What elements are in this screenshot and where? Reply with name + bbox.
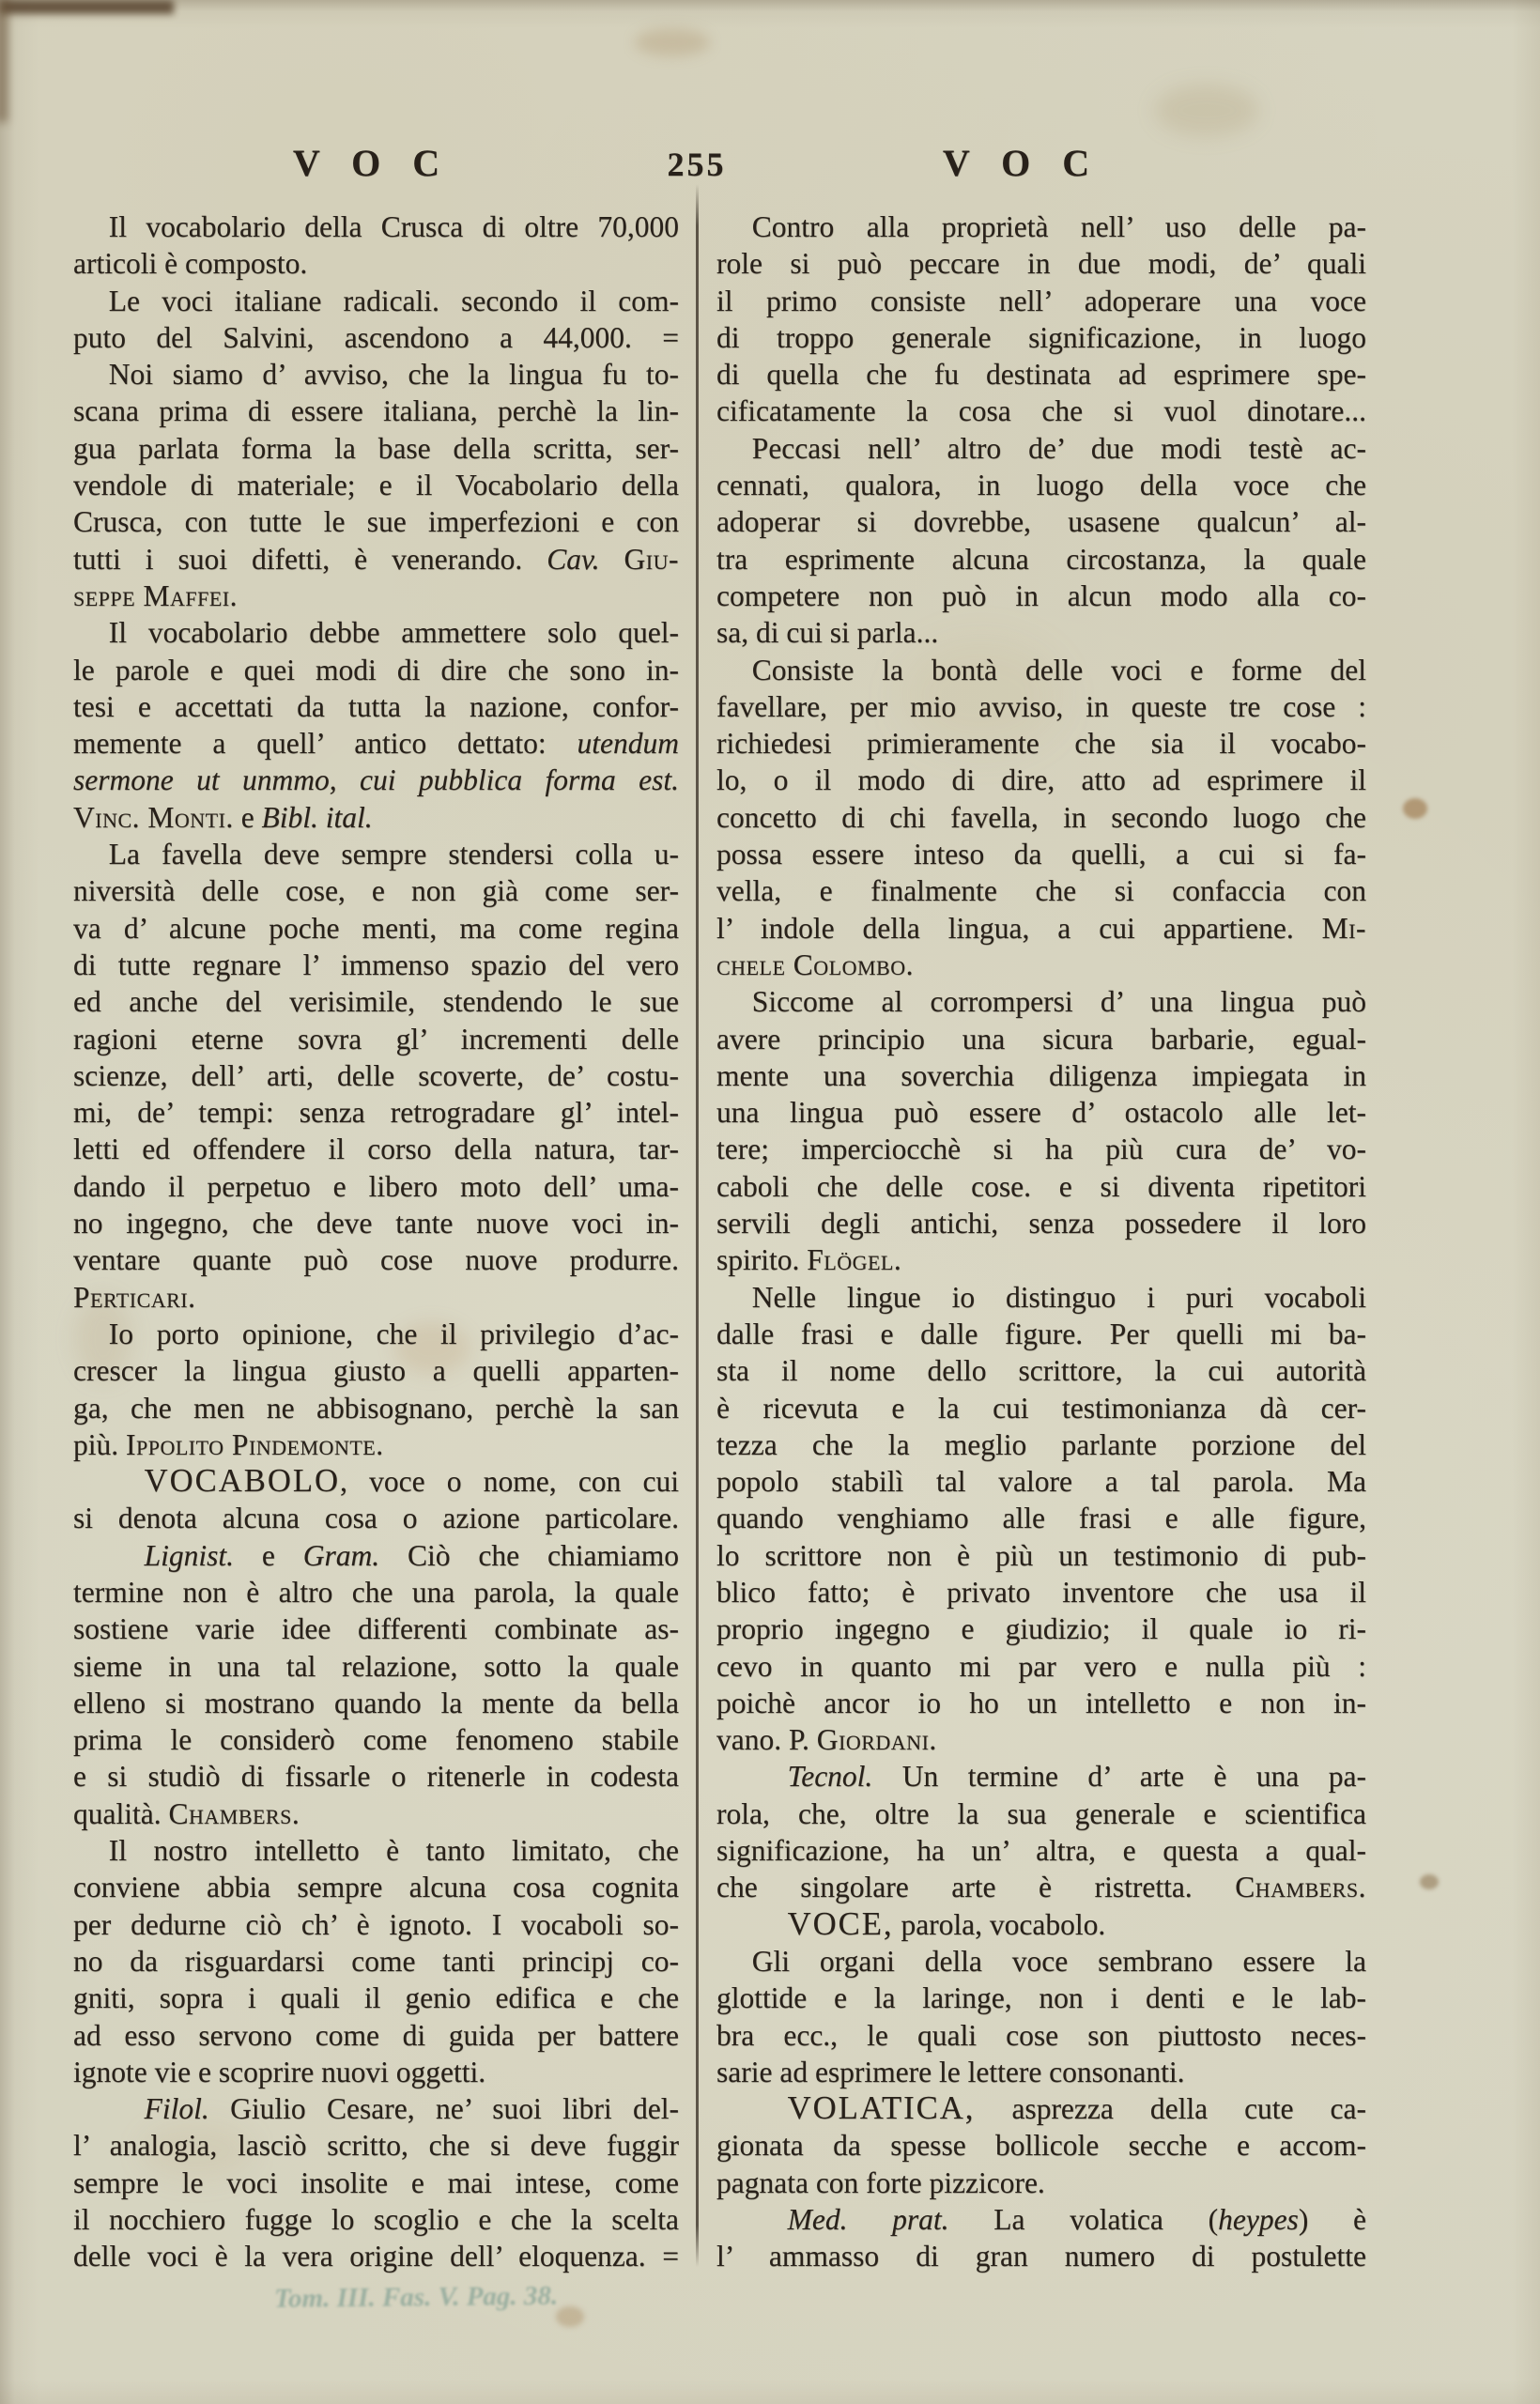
text-line: delle voci è la vera origine dell’ eloquenza. =	[73, 2240, 679, 2273]
text-line: articoli è composto.	[73, 247, 308, 281]
text-line: prima le considerò come fenomeno stabile	[73, 1723, 679, 1757]
text-line: sieme in una tal relazione, sotto la quale	[73, 1649, 679, 1683]
entry-word: VOLATICA,	[787, 2090, 976, 2127]
text-line: lo scrittore non è più un testimonio di pub-	[716, 1538, 1366, 1572]
right-text-column	[716, 208, 1366, 2275]
text-line: Crusca, con tutte le sue imperfezioni e con	[73, 505, 679, 539]
text-line: Nelle lingue io distinguo i puri vocaboli	[751, 1280, 1366, 1314]
text-line: richiedesi primieramente che sia il vocabo-	[716, 727, 1366, 761]
text-line: tra esprimente alcuna circostanza, la quale	[716, 542, 1366, 576]
text-line: possa essere inteso da quelli, a cui si fa-	[716, 838, 1366, 871]
text-line: cificatamente la cosa che si vuol dinotare...	[716, 394, 1366, 428]
text-line: crescer la lingua giusto a quelli apparten-	[73, 1354, 679, 1388]
text-line: Il vocabolario debbe ammettere solo quel-	[108, 616, 679, 650]
text-line: si denota alcuna cosa o azione particolare.	[73, 1502, 679, 1535]
text-line: puto del Salvini, ascendono a 44,000. =	[73, 320, 679, 354]
text-line: sempre le voci insolite e mai intese, come	[73, 2165, 679, 2199]
text-line: Io porto opinione, che il privilegio d’ac-	[108, 1317, 679, 1350]
text-line: gionata da spesse bollicole secche e accom-	[716, 2129, 1366, 2163]
small-caps-name: Chambers.	[168, 1796, 300, 1830]
text-line: ga, che men ne abbisognano, perchè la san	[73, 1391, 679, 1425]
text-line: Vinc. Monti. e Bibl. ital.	[73, 800, 373, 834]
italic-text: sermone ut unmmo, cui pubblica forma est.	[73, 763, 679, 797]
text-line: proprio ingegno e giudizio; il quale io ri-	[716, 1612, 1366, 1646]
text-line	[73, 1279, 679, 1316]
paper-stain	[1420, 1874, 1439, 1889]
text-line: blico fatto; è privato inventore che usa il	[716, 1575, 1366, 1609]
text-line: concetto di chi favella, in secondo luogo che	[716, 800, 1366, 834]
text-line: Med. prat. La volatica (heypes) è	[787, 2203, 1366, 2237]
small-caps-name: Ippolito Pindemonte.	[126, 1427, 384, 1461]
text-line: Tecnol. Un termine d’ arte è una pa-	[787, 1760, 1366, 1794]
text-line: spirito. Flögel.	[716, 1243, 902, 1277]
text-line: servili degli antichi, senza possedere il loro	[716, 1207, 1366, 1241]
text-line: sarie ad esprimere le lettere consonanti.	[716, 2055, 1185, 2088]
text-line: cennati, qualora, in luogo della voce che	[716, 469, 1366, 502]
text-line: gua parlata forma la base della scritta, ser-	[73, 431, 679, 465]
text-line: memente a quell’ antico dettato: utendum	[73, 727, 679, 761]
text-line: elleno si mostrano quando la mente da bella	[73, 1686, 679, 1719]
text-line: competere non può in alcun modo alla co-	[716, 578, 1366, 612]
italic-text: Gram.	[302, 1538, 380, 1572]
text-line: tezza che la meglio parlante porzione del	[716, 1427, 1366, 1461]
text-line: scienze, dell’ arti, delle scoverte, de’ costu-	[73, 1058, 679, 1092]
small-caps-name: chele Colombo.	[716, 948, 914, 981]
entry-word: VOCE,	[787, 1905, 894, 1942]
text-line: sa, di cui si parla...	[716, 616, 939, 650]
small-caps-name: Mi-	[1321, 911, 1366, 945]
text-line: niversità delle cose, e non già come ser-	[73, 874, 679, 908]
text-line: Il vocabolario della Crusca di oltre 70,000	[108, 210, 679, 243]
page-edge-shadow	[0, 0, 8, 122]
text-line: pagnata con forte pizzicore.	[716, 2165, 1045, 2199]
text-line: sostiene varie idee differenti combinate as-	[73, 1612, 679, 1646]
text-line: bra ecc., le quali cose son piuttosto neces-	[716, 2018, 1366, 2052]
entry-word: VOCABOLO	[144, 1463, 341, 1500]
text-line: VOLATICA, asprezza della cute ca-	[787, 2090, 1366, 2127]
left-text-column	[73, 208, 679, 2275]
text-line: adoperar si dovrebbe, usasene qualcun’ al-	[716, 505, 1366, 539]
text-line: di troppo generale significazione, in luogo	[716, 320, 1366, 354]
text-line	[73, 578, 679, 614]
text-line: di quella che fu destinata ad esprimere spe-	[716, 358, 1366, 392]
text-line: Siccome al corrompersi d’ una lingua può	[751, 985, 1366, 1019]
text-line: tesi e accettati da tutta la nazione, confor-	[73, 689, 679, 723]
text-line: poichè ancor io ho un intelletto e non in-	[716, 1686, 1366, 1719]
text-line: una lingua può essere d’ ostacolo alle let-	[716, 1096, 1366, 1130]
text-line: vella, e finalmente che si confaccia con	[716, 874, 1366, 908]
text-line: no ingegno, che deve tante nuove voci in-	[73, 1207, 679, 1241]
text-line: avere principio una sicura barbarie, egual-	[716, 1022, 1366, 1056]
small-caps-name: Giu-	[624, 542, 679, 576]
running-head-left: V O C	[292, 142, 452, 184]
column-divider-rule	[696, 184, 699, 2267]
text-line: cevo in quanto mi par vero e nulla più :	[716, 1649, 1366, 1683]
text-line: va d’ alcune poche menti, ma come regina	[73, 911, 679, 945]
running-head-right: V O C	[942, 142, 1101, 184]
text-line: Peccasi nell’ altro de’ due modi testè ac-	[751, 431, 1366, 465]
italic-text: heypes	[1218, 2203, 1299, 2237]
text-line: gniti, sopra i quali il genio edifica e che	[73, 1981, 679, 2015]
italic-text: Cav.	[547, 542, 600, 576]
text-line: role si può peccare in due modi, de’ quali	[716, 247, 1366, 281]
text-line: no da risguardarsi come tanti principj co-	[73, 1944, 679, 1978]
small-caps-name: seppe Maffei.	[73, 578, 238, 612]
italic-text: Bibl. ital.	[261, 800, 373, 834]
text-line: La favella deve sempre stendersi colla u-	[108, 838, 679, 871]
text-line	[716, 947, 1366, 983]
text-line: tere; imperciocchè si ha più cura de’ vo-	[716, 1133, 1366, 1166]
text-line: Lignist. e Gram. Ciò che chiamiamo	[144, 1538, 679, 1572]
text-line: sta il nome dello scrittore, la cui autorità	[716, 1354, 1366, 1388]
text-line: ad esso servono come di guida per battere	[73, 2018, 679, 2052]
text-line: mi, de’ tempi: senza retrogradare gl’ intel-	[73, 1096, 679, 1130]
text-line: Gli organi della voce sembrano essere la	[751, 1944, 1366, 1978]
text-line: Contro alla proprietà nell’ uso delle pa-	[751, 210, 1366, 243]
text-line: termine non è altro che una parola, la quale	[73, 1575, 679, 1609]
text-line: glottide e la laringe, non i denti e le lab-	[716, 1981, 1366, 2015]
text-line: per dedurne ciò ch’ è ignoto. I vocaboli so-	[73, 1907, 679, 1941]
text-line: vano. P. Giordani.	[716, 1723, 937, 1757]
small-caps-name: Vinc. Monti.	[73, 800, 234, 834]
small-caps-name: Giordani.	[816, 1723, 937, 1757]
italic-text: Tecnol.	[787, 1760, 873, 1794]
text-line: lo, o il modo di dire, atto ad esprimere il	[716, 763, 1366, 797]
text-line: di tutte regnare l’ immenso spazio del vero	[73, 948, 679, 981]
text-line: vendole di materiale; e il Vocabolario della	[73, 469, 679, 502]
text-line: rola, che, oltre la sua generale e scientifica	[716, 1796, 1366, 1830]
text-line: scana prima di essere italiana, perchè la lin-	[73, 394, 679, 428]
text-line: caboli che delle cose. e si diventa ripetitori	[716, 1169, 1366, 1203]
text-line: Noi siamo d’ avviso, che la lingua fu to-	[108, 358, 679, 392]
text-line: quando venghiamo alle frasi e alle figure,	[716, 1502, 1366, 1535]
text-line: mente una soverchia diligenza impiegata in	[716, 1058, 1366, 1092]
text-line: che singolare arte è ristretta. Chambers.	[716, 1871, 1366, 1904]
text-line: ignote vie e scoprire nuovi oggetti.	[73, 2055, 486, 2088]
text-line: ragioni eterne sovra gl’ incrementi delle	[73, 1022, 679, 1056]
text-line: VOCABOLO, voce o nome, con cui	[144, 1463, 679, 1500]
text-line: e si studiò di fissarle o ritenerle in codesta	[73, 1760, 679, 1794]
small-caps-name: Chambers.	[1235, 1871, 1366, 1904]
paper-stain	[1403, 798, 1427, 819]
small-caps-name: Flögel.	[807, 1243, 902, 1277]
text-line: significazione, ha un’ altra, e questa a qual-	[716, 1834, 1366, 1868]
text-line: dalle frasi e dalle figure. Per quelli mi ba-	[716, 1317, 1366, 1350]
italic-text: utendum	[577, 727, 679, 761]
text-line	[73, 762, 679, 798]
text-line: l’ indole della lingua, a cui appartiene. Mi-	[716, 911, 1366, 945]
text-line: qualità. Chambers.	[73, 1796, 300, 1830]
italic-text: Filol.	[144, 2092, 209, 2126]
text-line: il nocchiero fugge lo scoglio e che la scelta	[73, 2203, 679, 2237]
italic-text: Lignist.	[144, 1538, 235, 1572]
showthrough-ghost-text: Tom. III. Fas. V. Pag. 38.	[273, 2280, 559, 2314]
text-line: Filol. Giulio Cesare, ne’ suoi libri del-	[144, 2092, 679, 2126]
text-line: Il nostro intelletto è tanto limitato, che	[108, 1834, 679, 1868]
text-line: ventare quante può cose nuove produrre.	[73, 1243, 679, 1277]
page-edge-shadow	[0, 0, 174, 14]
small-caps-name: Perticari.	[73, 1280, 196, 1314]
italic-text: Med. prat.	[787, 2203, 949, 2237]
text-line: le parole e quei modi di dire che sono in-	[73, 653, 679, 686]
text-line: ed anche del verisimile, stendendo le sue	[73, 985, 679, 1019]
text-line: Consiste la bontà delle voci e forme del	[751, 653, 1366, 686]
text-line: VOCE, parola, vocabolo.	[787, 1905, 1106, 1942]
text-line: più. Ippolito Pindemonte.	[73, 1427, 384, 1461]
text-line: conviene abbia sempre alcuna cosa cognita	[73, 1871, 679, 1904]
text-line: popolo stabilì tal valore a tal parola. Ma	[716, 1465, 1366, 1499]
paper-stain	[635, 28, 710, 56]
text-line: è ricevuta e la cui testimonianza dà cer-	[716, 1391, 1366, 1425]
paper-stain	[1155, 85, 1258, 136]
text-line: letti ed offendere il corso della natura, tar-	[73, 1133, 679, 1166]
text-line: Le voci italiane radicali. secondo il com-	[108, 284, 679, 317]
page-number: 255	[667, 146, 727, 183]
text-line: dando il perpetuo e libero moto dell’ uma-	[73, 1169, 679, 1203]
text-line: tutti i suoi difetti, è venerando. Cav. Giu-	[73, 542, 679, 576]
text-line: il primo consiste nell’ adoperare una voce	[716, 284, 1366, 317]
text-line: favellare, per mio avviso, in queste tre cose :	[716, 689, 1366, 723]
text-line: l’ ammasso di gran numero di postulette	[716, 2240, 1366, 2273]
text-line: l’ analogia, lasciò scritto, che si deve fuggir	[73, 2129, 679, 2163]
